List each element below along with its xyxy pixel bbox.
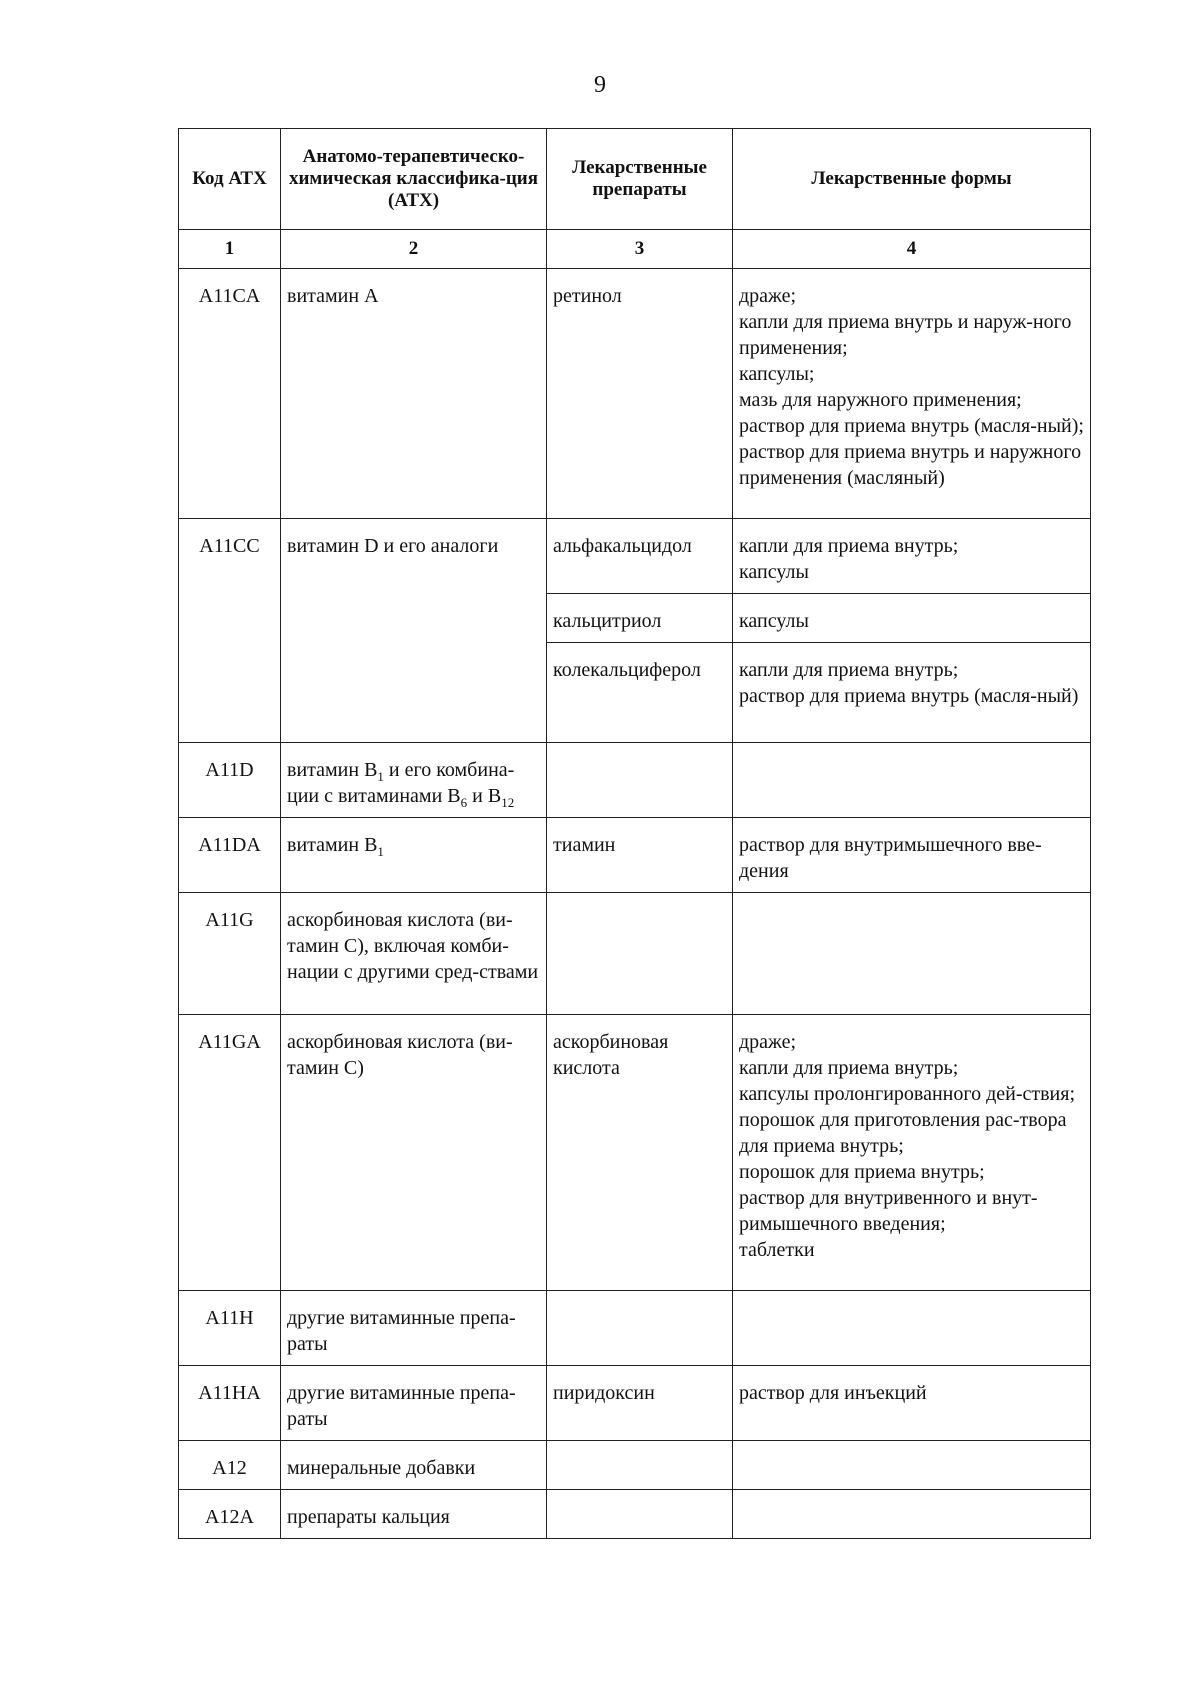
dosage-forms: драже; капли для приема внутрь; капсулы пролонгированного дей-ствия; порошок для приготовления рас-твора для приема внутрь; порошок для приема внутрь; раствор для внутривенного и внут-римышечного введения; таблетки — [733, 1015, 1091, 1291]
atx-code: A11HA — [179, 1366, 281, 1441]
atx-code: A11DA — [179, 818, 281, 893]
drug-name — [547, 1291, 733, 1366]
table-row — [179, 1366, 1091, 1441]
drug-name — [547, 1490, 733, 1539]
dosage-forms: драже; капли для приема внутрь и наруж-ного применения; капсулы; мазь для наружного применения; раствор для приема внутрь (масля-ный); раствор для приема внутрь и наружного применения (масляный) — [733, 269, 1091, 519]
column-number: 3 — [547, 230, 733, 269]
drug-name: колекальциферол — [547, 643, 733, 743]
atx-code: A11H — [179, 1291, 281, 1366]
atx-table — [178, 128, 1091, 1539]
dosage-forms: капсулы — [733, 594, 1091, 643]
atx-classification: аскорбиновая кислота (ви-тамин C) — [281, 1015, 547, 1291]
header-classification: Анатомо-терапевтическо-химическая классифика-ция (АТХ) — [281, 129, 547, 230]
drug-name: пиридоксин — [547, 1366, 733, 1441]
drug-name — [547, 1441, 733, 1490]
table-row — [179, 893, 1091, 1015]
table-row — [179, 269, 1091, 519]
column-number: 2 — [281, 230, 547, 269]
dosage-forms — [733, 893, 1091, 1015]
table-row — [179, 1490, 1091, 1539]
atx-classification: витамин $B_1$ — [281, 818, 547, 893]
atx-classification: другие витаминные препа-раты — [281, 1291, 547, 1366]
dosage-forms: капли для приема внутрь; раствор для приема внутрь (масля-ный) — [733, 643, 1091, 743]
drug-name — [547, 743, 733, 818]
atx-code: A11D — [179, 743, 281, 818]
column-number: 4 — [733, 230, 1091, 269]
table-header-row — [179, 129, 1091, 230]
drug-name: альфакальцидол — [547, 519, 733, 594]
dosage-forms — [733, 1490, 1091, 1539]
atx-code: A11CC — [179, 519, 281, 743]
atx-classification: другие витаминные препа-раты — [281, 1366, 547, 1441]
header-drugs: Лекарственные препараты — [547, 129, 733, 230]
dosage-forms: раствор для внутримышечного вве-дения — [733, 818, 1091, 893]
drug-name — [547, 893, 733, 1015]
atx-code: A12A — [179, 1490, 281, 1539]
drug-name: ретинол — [547, 269, 733, 519]
drug-name: тиамин — [547, 818, 733, 893]
table-row — [179, 1015, 1091, 1291]
column-number-row — [179, 230, 1091, 269]
atx-classification: препараты кальция — [281, 1490, 547, 1539]
header-forms: Лекарственные формы — [733, 129, 1091, 230]
atx-classification: аскорбиновая кислота (ви-тамин C), включая комби-нации с другими сред-ствами — [281, 893, 547, 1015]
atx-classification: витамин A — [281, 269, 547, 519]
atx-code: A12 — [179, 1441, 281, 1490]
atx-classification: витамин D и его аналоги — [281, 519, 547, 743]
table-row — [179, 818, 1091, 893]
column-number: 1 — [179, 230, 281, 269]
table-row — [179, 1291, 1091, 1366]
table-row — [179, 519, 1091, 594]
drug-name: кальцитриол — [547, 594, 733, 643]
dosage-forms — [733, 1291, 1091, 1366]
page-number: 9 — [594, 72, 606, 98]
drug-name: аскорбиновая кислота — [547, 1015, 733, 1291]
atx-code: A11GA — [179, 1015, 281, 1291]
dosage-forms — [733, 743, 1091, 818]
atx-classification: минеральные добавки — [281, 1441, 547, 1490]
dosage-forms — [733, 1441, 1091, 1490]
dosage-forms: капли для приема внутрь; капсулы — [733, 519, 1091, 594]
header-code: Код АТХ — [179, 129, 281, 230]
table-row — [179, 1441, 1091, 1490]
dosage-forms: раствор для инъекций — [733, 1366, 1091, 1441]
atx-classification: витамин $B_1$ и его комбина-ции с витаминами $B_6$ и $B_{12}$ — [281, 743, 547, 818]
atx-code: A11G — [179, 893, 281, 1015]
table-row — [179, 743, 1091, 818]
atx-code: A11CA — [179, 269, 281, 519]
